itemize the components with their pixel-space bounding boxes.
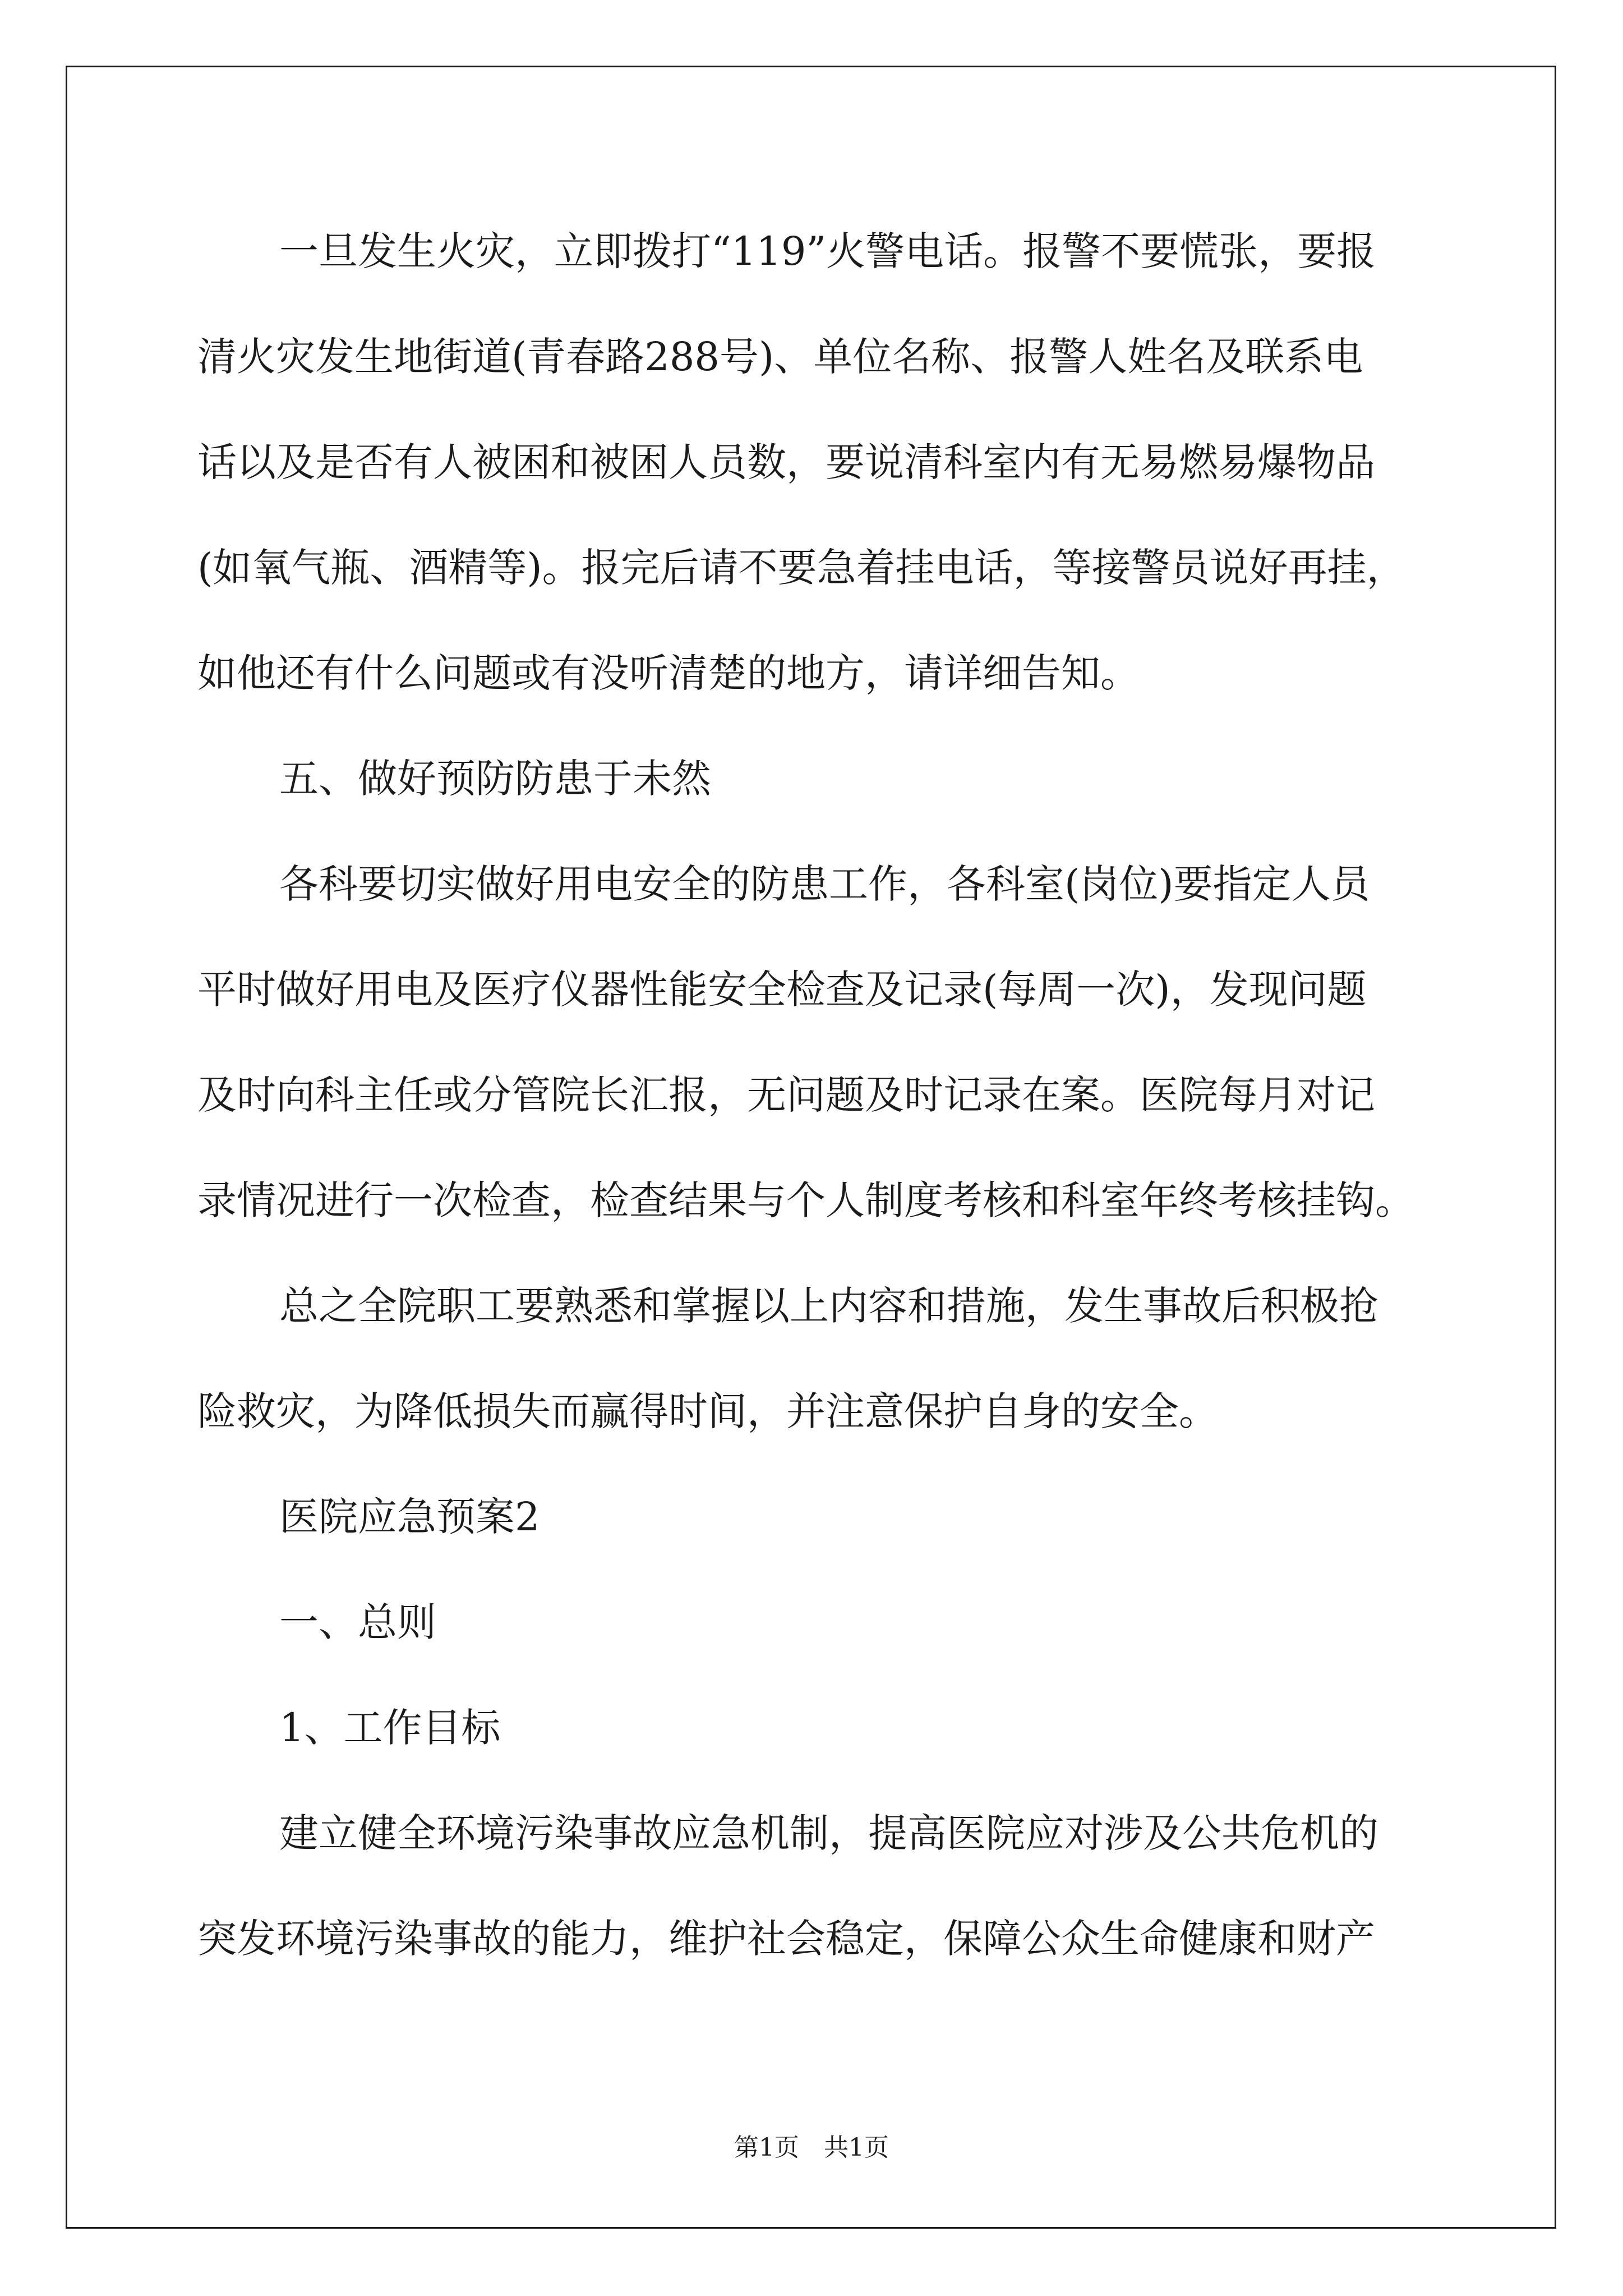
- paragraph-line: 建立健全环境污染事故应急机制，提高医院应对涉及公共危机的: [279, 1810, 1378, 1856]
- paragraph-line: 如他还有什么问题或有没听清楚的地方，请详细告知。: [197, 650, 1140, 696]
- paragraph-line: 突发环境污染事故的能力，维护社会稳定，保障公众生命健康和财产: [197, 1916, 1375, 1962]
- section-heading: 一、总则: [279, 1599, 436, 1645]
- paragraph-line: 平时做好用电及医疗仪器性能安全检查及记录(每周一次)，发现问题: [197, 967, 1367, 1013]
- section-heading: 五、做好预防防患于未然: [279, 756, 711, 802]
- paragraph-line: (如氧气瓶、酒精等)。报完后请不要急着挂电话，等接警员说好再挂，: [197, 545, 1406, 591]
- paragraph-line: 话以及是否有人被困和被困人员数，要说清科室内有无易燃易爆物品: [197, 439, 1375, 485]
- paragraph-line: 清火灾发生地街道(青春路288号)、单位名称、报警人姓名及联系电: [197, 334, 1363, 380]
- paragraph-line: 及时向科主任或分管院长汇报，无问题及时记录在案。医院每月对记: [197, 1072, 1375, 1118]
- document-body: [197, 213, 1431, 2006]
- page-footer: 第1页 共1页: [734, 2133, 889, 2162]
- paragraph-line: 录情况进行一次检查，检查结果与个人制度考核和科室年终考核挂钩。: [197, 1177, 1414, 1223]
- subsection-heading: 1、工作目标: [279, 1705, 501, 1751]
- paragraph-line: 险救灾，为降低损失而赢得时间，并注意保护自身的安全。: [197, 1388, 1218, 1434]
- document-title: 医院应急预案2: [279, 1494, 540, 1540]
- paragraph-line: 各科要切实做好用电安全的防患工作，各科室(岗位)要指定人员: [279, 861, 1370, 907]
- paragraph-line: 一旦发生火灾，立即拨打“119”火警电话。报警不要慌张，要报: [279, 228, 1376, 274]
- paragraph-line: 总之全院职工要熟悉和掌握以上内容和措施，发生事故后积极抢: [279, 1283, 1378, 1329]
